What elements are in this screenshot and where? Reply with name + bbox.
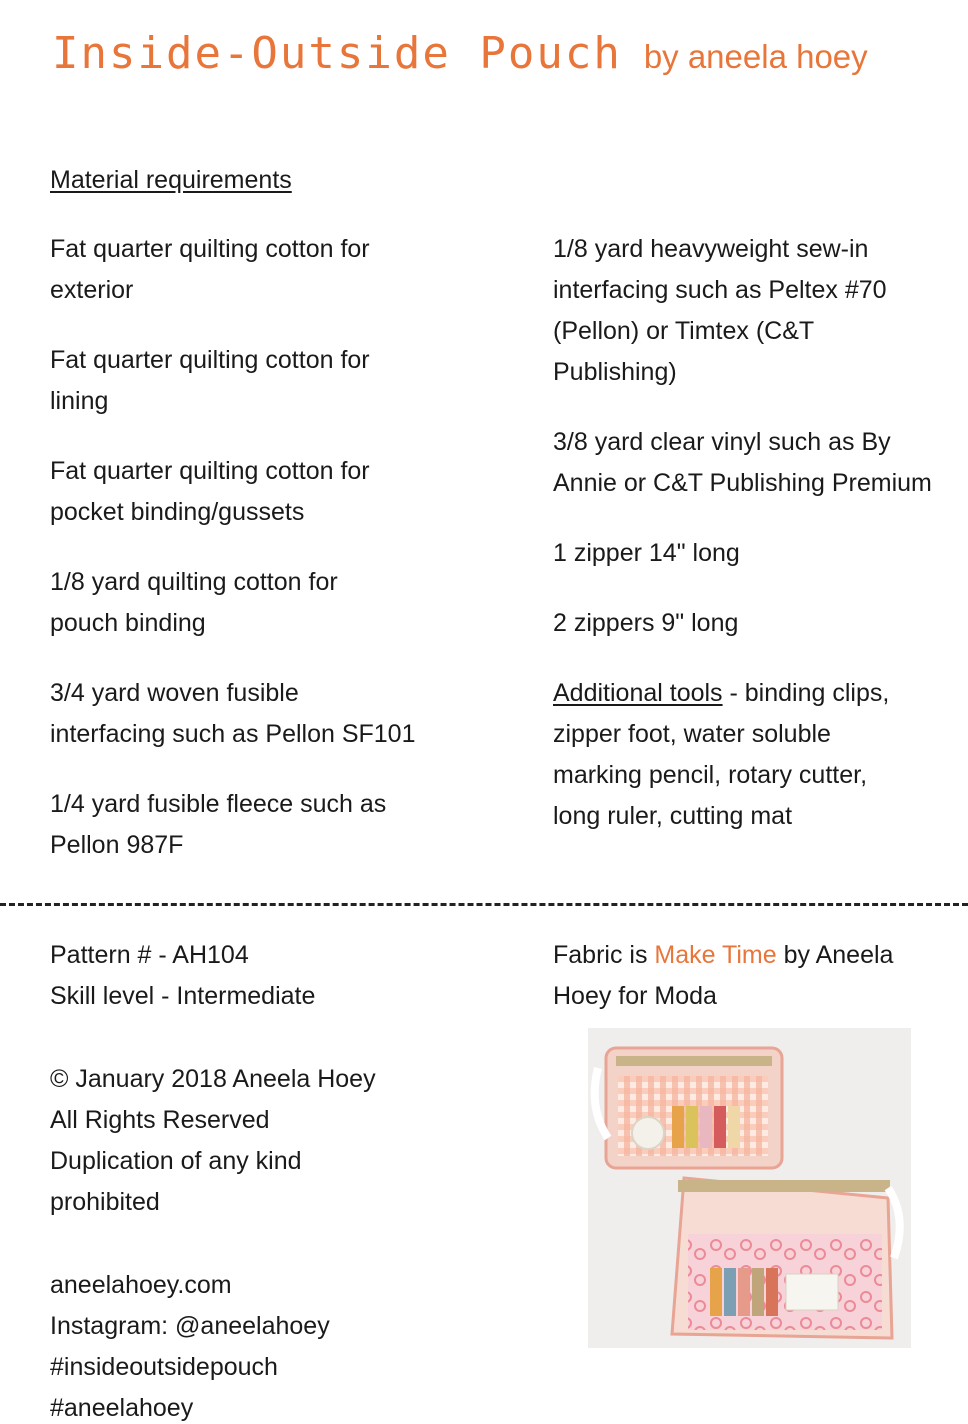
material-line: interfacing such as Peltex #70: [553, 276, 887, 304]
instagram-handle: Instagram: @aneelahoey: [50, 1312, 330, 1340]
material-item: [50, 451, 480, 533]
website-link[interactable]: aneelahoey.com: [50, 1271, 232, 1299]
materials-left-column: [50, 229, 480, 895]
material-line: lining: [50, 387, 109, 415]
material-line: Fat quarter quilting cotton for: [50, 346, 370, 374]
material-line: Fat quarter quilting cotton for: [50, 235, 370, 263]
dashed-divider: [0, 903, 968, 906]
material-line: 1/8 yard quilting cotton for: [50, 568, 338, 596]
copyright-block: [50, 1059, 376, 1223]
fabric-suffix: by Aneela: [776, 941, 894, 969]
designer-byline: by aneela hoey: [643, 38, 868, 75]
fabric-credit: [553, 935, 953, 1017]
material-item: 1 zipper 14" long: [553, 539, 740, 567]
hashtag: #insideoutsidepouch: [50, 1353, 278, 1381]
material-line: 1/8 yard heavyweight sew-in: [553, 235, 869, 263]
pattern-details: [50, 935, 376, 1017]
fabric-prefix: Fabric is: [553, 941, 655, 969]
hashtag: #aneelahoey: [50, 1394, 194, 1422]
material-item: 2 zippers 9" long: [553, 609, 739, 637]
pouch-photo: [588, 1028, 911, 1348]
material-line: (Pellon) or Timtex (C&T: [553, 317, 815, 345]
page-title: [52, 28, 868, 79]
material-item: [50, 562, 480, 644]
bottom-pouch: [672, 1178, 900, 1338]
material-line: marking pencil, rotary cutter,: [553, 761, 868, 789]
material-line: 3/8 yard clear vinyl such as By: [553, 428, 891, 456]
material-item: [50, 784, 480, 866]
material-line: Pellon 987F: [50, 831, 184, 859]
pattern-info: [50, 935, 376, 1424]
fabric-line: Hoey for Moda: [553, 982, 717, 1010]
additional-tools: [553, 673, 963, 837]
rights-line: All Rights Reserved: [50, 1106, 270, 1134]
duplication-line: prohibited: [50, 1188, 160, 1216]
material-item: [50, 229, 480, 311]
contact-block: [50, 1265, 376, 1424]
material-line: 3/4 yard woven fusible: [50, 679, 299, 707]
material-line: exterior: [50, 276, 134, 304]
fabric-collection-name: Make Time: [654, 941, 777, 969]
material-item: [553, 422, 963, 504]
material-line: 1/4 yard fusible fleece such as: [50, 790, 387, 818]
pattern-title: Inside-Outside Pouch: [52, 28, 622, 79]
materials-right-column: [553, 229, 963, 866]
duplication-line: Duplication of any kind: [50, 1147, 302, 1175]
skill-level: Skill level - Intermediate: [50, 982, 316, 1010]
material-line: interfacing such as Pellon SF101: [50, 720, 416, 748]
material-item: [553, 229, 963, 393]
material-item: [50, 673, 480, 755]
material-line: Publishing): [553, 358, 677, 386]
materials-heading: Material requirements: [50, 166, 292, 194]
material-line: Annie or C&T Publishing Premium: [553, 469, 932, 497]
material-line: pouch binding: [50, 609, 206, 637]
material-line: - binding clips,: [722, 679, 890, 707]
pattern-number: Pattern # - AH104: [50, 941, 249, 969]
copyright-line: © January 2018 Aneela Hoey: [50, 1065, 376, 1093]
material-line: Fat quarter quilting cotton for: [50, 457, 370, 485]
material-item: [50, 340, 480, 422]
material-line: pocket binding/gussets: [50, 498, 305, 526]
material-line: zipper foot, water soluble: [553, 720, 831, 748]
material-line: long ruler, cutting mat: [553, 802, 793, 830]
tools-label: Additional tools: [553, 679, 723, 707]
top-pouch: [595, 1048, 782, 1168]
